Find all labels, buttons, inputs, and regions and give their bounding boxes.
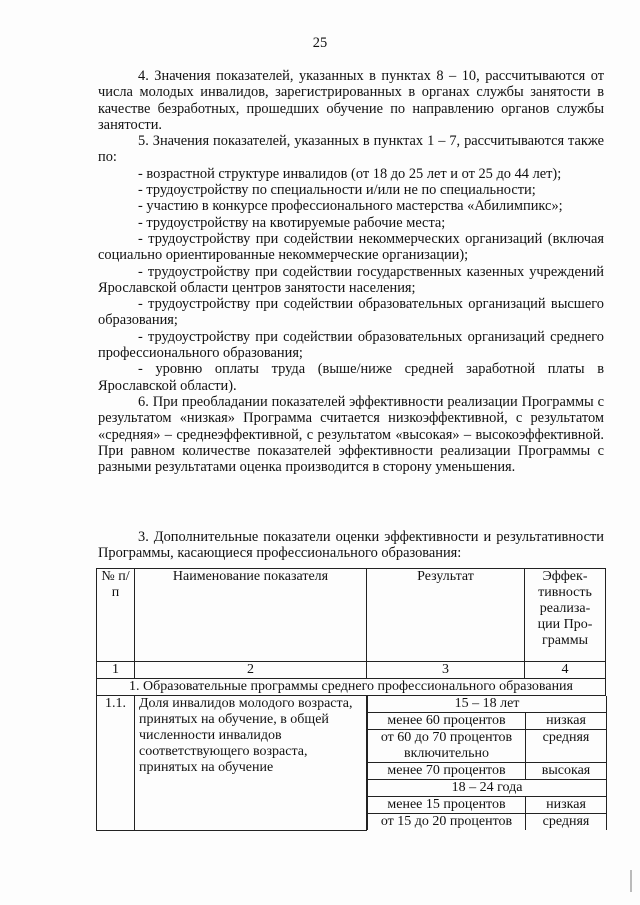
list-item: - трудоустройству на квотируемые рабочие места; (138, 214, 446, 231)
result-value: от 15 до 20 процентов (368, 814, 526, 831)
table-intro (98, 529, 604, 562)
paragraph-3: 3. Дополнительные показатели оценки эффективности и результативности Программы, касающиеся профессионального образования: (98, 529, 604, 562)
result-value: менее 60 процентов (368, 713, 526, 730)
section-title: 1. Образовательные программы среднего профессионального образования (97, 679, 606, 696)
effect-value: средняя (526, 814, 607, 831)
scan-edge-mark (630, 870, 632, 892)
indicators-table (96, 568, 606, 831)
header-name: Наименование показателя (135, 569, 367, 662)
result-value: от 60 до 70 процентов включительно (368, 730, 526, 763)
section-row (97, 679, 606, 696)
effect-value: средняя (526, 730, 607, 763)
header-result: Результат (367, 569, 525, 662)
results-cell (367, 696, 606, 831)
header-num: № п/п (97, 569, 135, 662)
paragraph-5-intro: 5. Значения показателей, указанных в пунктах 1 – 7, рассчитываются также по: (98, 133, 604, 166)
results-subtable (367, 696, 607, 830)
effect-value: низкая (526, 797, 607, 814)
col-number: 2 (135, 662, 367, 679)
col-number: 1 (97, 662, 135, 679)
paragraph-6: 6. При преобладании показателей эффективности реализации Программы с результатом «низкая» Программа считается низкоэффективной, с результатом «средняя» – среднеэффективной, с результатом «высокая» – высокоэффективной. При равном количестве показателей эффективности реализации Программы с разными результатами оценка производится в сторону уменьшения. (98, 393, 604, 476)
list-item: - трудоустройству при содействии государственных казенных учреждений Ярославской области центров занятости населения; (98, 263, 604, 296)
list-item: - трудоустройству при содействии образовательных организаций высшего образования; (98, 296, 604, 329)
list-item: - уровню оплаты труда (выше/ниже средней заработной платы в Ярославской области). (98, 361, 604, 394)
list-item: - трудоустройству при содействии образовательных организаций среднего профессионального образования; (98, 328, 604, 362)
list-item: - участию в конкурсе профессионального мастерства «Абилимпикс»; (138, 198, 563, 215)
indicator-name: Доля инвалидов молодого возраста, принятых на обучение, в общей численности инвалидов соответствующего возраста, принятых на обучение (135, 696, 367, 831)
column-numbers-row (97, 662, 606, 679)
page-number: 25 (312, 35, 328, 51)
paragraph-4: 4. Значения показателей, указанных в пунктах 8 – 10, рассчитываются от числа молодых инвалидов, зарегистрированных в органах службы занятости в качестве безработных, прошедших обучение по направлению органов службы занятости. (98, 68, 604, 133)
col-number: 3 (367, 662, 525, 679)
table-row (97, 696, 606, 831)
body-text (98, 68, 604, 475)
header-effect: Эффек-тивность реализа-ции Про-граммы (525, 569, 606, 662)
result-value: менее 15 процентов (368, 797, 526, 814)
row-number: 1.1. (97, 696, 135, 831)
age-group-label: 18 – 24 года (368, 780, 607, 797)
list-item: - трудоустройству по специальности и/или не по специальности; (138, 182, 536, 199)
list-item: - возрастной структуре инвалидов (от 18 до 25 лет и от 25 до 44 лет); (138, 165, 562, 182)
result-value: менее 70 процентов (368, 763, 526, 780)
age-group-label: 15 – 18 лет (368, 696, 607, 713)
table-header-row (97, 569, 606, 662)
effect-value: высокая (526, 763, 607, 780)
col-number: 4 (525, 662, 606, 679)
list-item: - трудоустройству при содействии некоммерческих организаций (включая социально ориентированные некоммерческие организации); (98, 230, 604, 264)
effect-value: низкая (526, 713, 607, 730)
